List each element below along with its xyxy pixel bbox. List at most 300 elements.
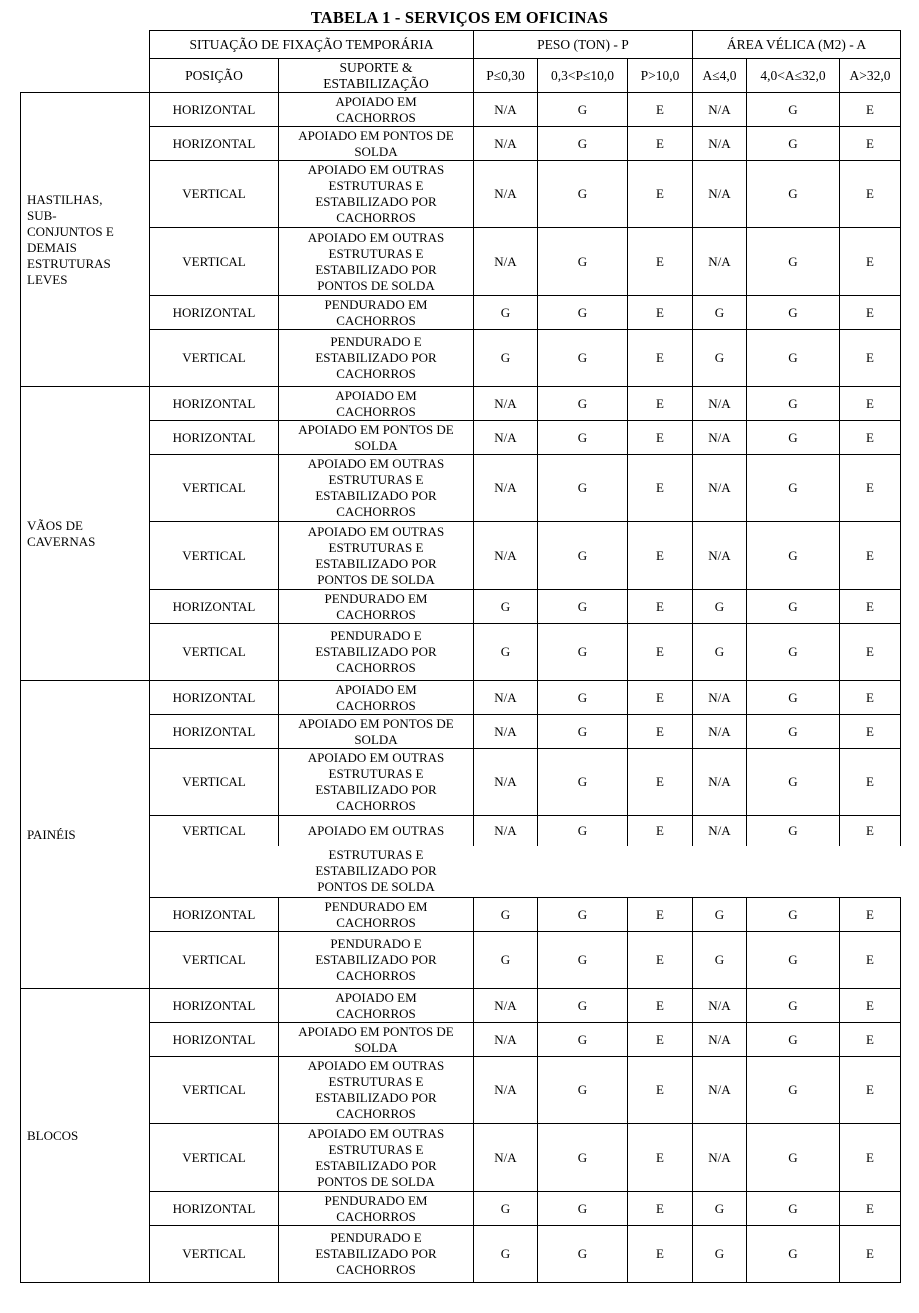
suporte-line: ESTABILIZADO POR (315, 782, 437, 797)
area-value-cell: G (747, 1124, 840, 1192)
area-value-cell: E (840, 421, 901, 455)
area-value-cell: E (840, 932, 901, 989)
area-value-cell: G (747, 898, 840, 932)
suporte-line: CACHORROS (336, 968, 416, 983)
area-value-cell: G (747, 296, 840, 330)
posicao-cell: VERTICAL (150, 1057, 279, 1124)
suporte-line: ESTRUTURAS E (328, 847, 424, 863)
group-label (21, 681, 150, 989)
table-row (21, 455, 901, 522)
area-value-cell: G (747, 1057, 840, 1124)
suporte-line: APOIADO EM OUTRAS (307, 456, 445, 471)
suporte-cell (279, 228, 474, 296)
suporte-cell (279, 932, 474, 989)
suporte-line: PONTOS DE SOLDA (317, 571, 435, 587)
suporte-line: PENDURADO E (330, 936, 422, 951)
suporte-cell (279, 421, 474, 455)
area-value-cell (747, 846, 840, 898)
table-row (21, 421, 901, 455)
peso-value-cell: G (538, 1023, 628, 1057)
suporte-line: APOIADO EM OUTRAS (307, 822, 445, 838)
posicao-cell: HORIZONTAL (150, 1023, 279, 1057)
area-value-cell: G (747, 387, 840, 421)
group-label-line: DEMAIS (27, 239, 77, 255)
area-value-cell: E (840, 1057, 901, 1124)
header-posicao: POSIÇÃO (150, 59, 279, 93)
peso-value-cell: N/A (474, 749, 538, 816)
suporte-cell (279, 1057, 474, 1124)
peso-value-cell: E (628, 1057, 693, 1124)
table-row (21, 932, 901, 989)
suporte-line: APOIADO EM (335, 387, 417, 403)
area-value-cell: G (747, 522, 840, 590)
peso-value-cell: E (628, 590, 693, 624)
peso-value-cell: G (538, 624, 628, 681)
peso-value-cell: N/A (474, 522, 538, 590)
group-label-line: HASTILHAS, (27, 191, 103, 207)
area-value-cell: N/A (693, 455, 747, 522)
header-peso: PESO (TON) - P (474, 31, 693, 59)
suporte-line: CACHORROS (336, 1208, 416, 1224)
area-value-cell: E (840, 330, 901, 387)
area-value-cell: G (693, 932, 747, 989)
peso-value-cell (628, 846, 693, 898)
area-value-cell: E (840, 455, 901, 522)
area-value-cell: G (747, 624, 840, 681)
area-value-cell: E (840, 749, 901, 816)
table-title: TABELA 1 - SERVIÇOS EM OFICINAS (310, 8, 609, 27)
area-value-cell: E (840, 624, 901, 681)
suporte-line: APOIADO EM PONTOS DE (298, 127, 454, 143)
peso-value-cell: G (538, 898, 628, 932)
peso-value-cell: G (474, 1226, 538, 1283)
table-row (21, 330, 901, 387)
area-value-cell: N/A (693, 989, 747, 1023)
peso-value-cell: G (538, 1192, 628, 1226)
area-value-cell (840, 846, 901, 898)
suporte-line: ESTABILIZADO POR (315, 1090, 437, 1105)
peso-value-cell: E (628, 624, 693, 681)
peso-value-cell: G (538, 816, 628, 846)
peso-value-cell (474, 846, 538, 898)
posicao-cell: HORIZONTAL (150, 1192, 279, 1226)
area-value-cell: E (840, 715, 901, 749)
peso-value-cell: G (474, 1192, 538, 1226)
area-value-cell: N/A (693, 715, 747, 749)
table-row (21, 522, 901, 590)
peso-value-cell: N/A (474, 989, 538, 1023)
peso-value-cell: E (628, 522, 693, 590)
area-value-cell: E (840, 816, 901, 846)
suporte-cell (279, 330, 474, 387)
suporte-cell (279, 93, 474, 127)
peso-value-cell: N/A (474, 1023, 538, 1057)
suporte-line: APOIADO EM OUTRAS (307, 229, 445, 245)
area-value-cell: N/A (693, 816, 747, 846)
suporte-line: PONTOS DE SOLDA (317, 1173, 435, 1189)
suporte-line: ESTRUTURAS E (328, 1141, 424, 1157)
peso-value-cell: G (474, 898, 538, 932)
peso-value-cell: N/A (474, 715, 538, 749)
group-label (21, 989, 150, 1283)
area-value-cell: G (747, 989, 840, 1023)
area-value-cell: E (840, 387, 901, 421)
peso-value-cell: N/A (474, 816, 538, 846)
peso-value-cell: G (538, 1057, 628, 1124)
table-row (21, 228, 901, 296)
table-row (21, 127, 901, 161)
area-value-cell: E (840, 93, 901, 127)
peso-value-cell: G (538, 590, 628, 624)
peso-value-cell: N/A (474, 455, 538, 522)
peso-value-cell: E (628, 455, 693, 522)
suporte-cell (279, 296, 474, 330)
area-value-cell: E (840, 161, 901, 228)
area-value-cell: N/A (693, 161, 747, 228)
header-peso-col: P≤0,30 (474, 59, 538, 93)
peso-value-cell: E (628, 898, 693, 932)
suporte-cell (279, 1226, 474, 1283)
peso-value-cell: E (628, 816, 693, 846)
table-row (21, 1057, 901, 1124)
header-area-col: A>32,0 (840, 59, 901, 93)
suporte-line: APOIADO EM (335, 989, 417, 1005)
suporte-cell (279, 898, 474, 932)
suporte-line: CACHORROS (336, 697, 416, 713)
peso-value-cell: G (538, 421, 628, 455)
suporte-line: ESTABILIZADO POR (315, 644, 437, 659)
area-value-cell: E (840, 681, 901, 715)
posicao-cell: VERTICAL (150, 161, 279, 228)
peso-value-cell: G (538, 330, 628, 387)
posicao-cell: HORIZONTAL (150, 127, 279, 161)
header-area: ÁREA VÉLICA (M2) - A (693, 31, 901, 59)
peso-value-cell: E (628, 1023, 693, 1057)
suporte-line: CACHORROS (336, 366, 416, 381)
peso-value-cell: G (538, 932, 628, 989)
table-row (21, 387, 901, 421)
suporte-cell (279, 1192, 474, 1226)
suporte-cell (279, 455, 474, 522)
posicao-cell: VERTICAL (150, 455, 279, 522)
area-value-cell: G (747, 93, 840, 127)
peso-value-cell: G (538, 161, 628, 228)
suporte-cell (279, 846, 474, 898)
header-area-col: A≤4,0 (693, 59, 747, 93)
peso-value-cell: G (538, 522, 628, 590)
posicao-cell: VERTICAL (150, 749, 279, 816)
peso-value-cell: E (628, 93, 693, 127)
header-peso-col: P>10,0 (628, 59, 693, 93)
header-row-sub (21, 59, 901, 93)
peso-value-cell: G (474, 590, 538, 624)
table-row (21, 715, 901, 749)
area-value-cell: G (693, 624, 747, 681)
area-value-cell: G (747, 1226, 840, 1283)
suporte-cell (279, 624, 474, 681)
peso-value-cell: N/A (474, 228, 538, 296)
table-row (21, 1023, 901, 1057)
area-value-cell: G (693, 330, 747, 387)
header-suporte-line: ESTABILIZAÇÃO (323, 75, 429, 91)
posicao-cell: VERTICAL (150, 330, 279, 387)
suporte-cell (279, 161, 474, 228)
suporte-line: ESTABILIZADO POR (315, 863, 437, 879)
area-value-cell: N/A (693, 387, 747, 421)
table-row (21, 681, 901, 715)
suporte-line: ESTABILIZADO POR (315, 952, 437, 967)
area-value-cell: G (747, 715, 840, 749)
area-value-cell: N/A (693, 421, 747, 455)
header-peso-col: 0,3<P≤10,0 (538, 59, 628, 93)
suporte-line: ESTABILIZADO POR (315, 1157, 437, 1173)
suporte-line: ESTABILIZADO POR (315, 350, 437, 365)
posicao-cell (150, 846, 279, 898)
peso-value-cell: G (538, 681, 628, 715)
suporte-line: APOIADO EM (335, 93, 417, 109)
peso-value-cell: E (628, 932, 693, 989)
suporte-line: PENDURADO EM (324, 1192, 428, 1208)
table-row (21, 1192, 901, 1226)
suporte-line: APOIADO EM OUTRAS (307, 1058, 445, 1073)
suporte-cell (279, 749, 474, 816)
header-blank-cell (21, 31, 150, 59)
suporte-line: CACHORROS (336, 109, 416, 125)
suporte-line: CACHORROS (336, 1005, 416, 1021)
group-label-line: CONJUNTOS E (27, 223, 114, 239)
peso-value-cell: E (628, 1124, 693, 1192)
area-value-cell: E (840, 296, 901, 330)
area-value-cell: N/A (693, 127, 747, 161)
group-label-line: LEVES (27, 271, 68, 287)
area-value-cell: G (693, 296, 747, 330)
peso-value-cell: N/A (474, 1057, 538, 1124)
suporte-line: APOIADO EM OUTRAS (307, 750, 445, 765)
peso-value-cell: G (538, 1124, 628, 1192)
table-row (21, 846, 901, 898)
area-value-cell: E (840, 590, 901, 624)
suporte-line: ESTRUTURAS E (328, 766, 424, 781)
suporte-line: CACHORROS (336, 403, 416, 419)
table-row (21, 161, 901, 228)
area-value-cell: E (840, 1023, 901, 1057)
suporte-cell (279, 989, 474, 1023)
area-value-cell: E (840, 898, 901, 932)
peso-value-cell: G (538, 715, 628, 749)
peso-value-cell: E (628, 1226, 693, 1283)
peso-value-cell: N/A (474, 681, 538, 715)
suporte-line: ESTABILIZADO POR (315, 194, 437, 209)
posicao-cell: VERTICAL (150, 1226, 279, 1283)
peso-value-cell: G (538, 387, 628, 421)
peso-value-cell: E (628, 989, 693, 1023)
suporte-line: SOLDA (354, 437, 398, 453)
group-label (21, 387, 150, 681)
suporte-line: PENDURADO E (330, 628, 422, 643)
posicao-cell: VERTICAL (150, 624, 279, 681)
suporte-cell (279, 1023, 474, 1057)
peso-value-cell: N/A (474, 127, 538, 161)
suporte-line: ESTRUTURAS E (328, 539, 424, 555)
peso-value-cell: G (474, 932, 538, 989)
posicao-cell: VERTICAL (150, 932, 279, 989)
posicao-cell: HORIZONTAL (150, 590, 279, 624)
suporte-line: CACHORROS (336, 606, 416, 622)
suporte-line: PENDURADO E (330, 1230, 422, 1245)
area-value-cell: G (747, 228, 840, 296)
suporte-line: CACHORROS (336, 312, 416, 328)
posicao-cell: VERTICAL (150, 816, 279, 846)
peso-value-cell: E (628, 330, 693, 387)
table-row (21, 1226, 901, 1283)
peso-value-cell: G (474, 330, 538, 387)
peso-value-cell: G (538, 127, 628, 161)
suporte-line: PENDURADO EM (324, 296, 428, 312)
area-value-cell: N/A (693, 93, 747, 127)
suporte-line: APOIADO EM PONTOS DE (298, 1023, 454, 1039)
area-value-cell: G (747, 161, 840, 228)
suporte-line: SOLDA (354, 143, 398, 159)
area-value-cell: G (747, 932, 840, 989)
suporte-line: ESTRUTURAS E (328, 178, 424, 193)
suporte-line: CACHORROS (336, 210, 416, 225)
table-row (21, 989, 901, 1023)
area-value-cell: G (693, 590, 747, 624)
header-area-col: 4,0<A≤32,0 (747, 59, 840, 93)
posicao-cell: VERTICAL (150, 1124, 279, 1192)
area-value-cell: E (840, 1226, 901, 1283)
peso-value-cell: G (474, 296, 538, 330)
suporte-cell (279, 590, 474, 624)
posicao-cell: VERTICAL (150, 522, 279, 590)
table-row (21, 590, 901, 624)
peso-value-cell: E (628, 681, 693, 715)
area-value-cell: G (693, 898, 747, 932)
peso-value-cell: N/A (474, 93, 538, 127)
peso-value-cell: N/A (474, 387, 538, 421)
header-suporte-line: SUPORTE & (339, 59, 413, 75)
posicao-cell: HORIZONTAL (150, 989, 279, 1023)
suporte-line: CACHORROS (336, 1106, 416, 1121)
suporte-line: PENDURADO E (330, 334, 422, 349)
suporte-line: APOIADO EM PONTOS DE (298, 715, 454, 731)
suporte-line: CACHORROS (336, 504, 416, 519)
table-row (21, 1124, 901, 1192)
peso-value-cell: G (538, 989, 628, 1023)
table-row (21, 296, 901, 330)
suporte-line: SOLDA (354, 1039, 398, 1055)
peso-value-cell: E (628, 715, 693, 749)
suporte-line: PENDURADO EM (324, 898, 428, 914)
suporte-cell (279, 681, 474, 715)
peso-value-cell: E (628, 749, 693, 816)
suporte-cell (279, 522, 474, 590)
suporte-line: ESTRUTURAS E (328, 472, 424, 487)
suporte-line: APOIADO EM OUTRAS (307, 523, 445, 539)
area-value-cell: E (840, 1124, 901, 1192)
area-value-cell: N/A (693, 749, 747, 816)
suporte-cell (279, 387, 474, 421)
area-value-cell: G (747, 421, 840, 455)
area-value-cell: G (747, 455, 840, 522)
posicao-cell: HORIZONTAL (150, 898, 279, 932)
area-value-cell: G (693, 1192, 747, 1226)
group-label-line: PAINÉIS (27, 826, 76, 842)
peso-value-cell: E (628, 296, 693, 330)
peso-value-cell (538, 846, 628, 898)
suporte-line: CACHORROS (336, 798, 416, 813)
suporte-line: ESTABILIZADO POR (315, 488, 437, 503)
group-label-line: BLOCOS (27, 1127, 79, 1143)
peso-value-cell: G (538, 93, 628, 127)
peso-value-cell: N/A (474, 161, 538, 228)
area-value-cell: G (747, 816, 840, 846)
suporte-line: PENDURADO EM (324, 590, 428, 606)
suporte-line: APOIADO EM (335, 681, 417, 697)
suporte-line: APOIADO EM OUTRAS (307, 1125, 445, 1141)
peso-value-cell: E (628, 127, 693, 161)
area-value-cell: G (747, 590, 840, 624)
posicao-cell: HORIZONTAL (150, 296, 279, 330)
table-row (21, 749, 901, 816)
suporte-cell (279, 1124, 474, 1192)
peso-value-cell: G (538, 455, 628, 522)
suporte-cell (279, 127, 474, 161)
area-value-cell: G (747, 330, 840, 387)
peso-value-cell: N/A (474, 421, 538, 455)
posicao-cell: HORIZONTAL (150, 715, 279, 749)
services-table (20, 30, 901, 1283)
peso-value-cell: G (538, 749, 628, 816)
area-value-cell (693, 846, 747, 898)
suporte-cell (279, 816, 474, 846)
group-label-line: VÃOS DE (27, 517, 83, 533)
area-value-cell: N/A (693, 522, 747, 590)
suporte-line: ESTRUTURAS E (328, 1074, 424, 1089)
area-value-cell: E (840, 1192, 901, 1226)
table-row (21, 624, 901, 681)
header-row-top (21, 31, 901, 59)
suporte-line: APOIADO EM OUTRAS (307, 162, 445, 177)
peso-value-cell: N/A (474, 1124, 538, 1192)
suporte-line: CACHORROS (336, 914, 416, 930)
area-value-cell: N/A (693, 1057, 747, 1124)
peso-value-cell: G (538, 228, 628, 296)
group-label (21, 93, 150, 387)
posicao-cell: HORIZONTAL (150, 421, 279, 455)
suporte-line: CACHORROS (336, 1262, 416, 1277)
area-value-cell: N/A (693, 681, 747, 715)
table-row (21, 816, 901, 846)
suporte-line: ESTABILIZADO POR (315, 1246, 437, 1261)
suporte-line: SOLDA (354, 731, 398, 747)
area-value-cell: G (747, 127, 840, 161)
area-value-cell: E (840, 989, 901, 1023)
peso-value-cell: E (628, 387, 693, 421)
suporte-cell (279, 715, 474, 749)
peso-value-cell: E (628, 1192, 693, 1226)
area-value-cell: N/A (693, 1023, 747, 1057)
header-situacao: SITUAÇÃO DE FIXAÇÃO TEMPORÁRIA (150, 31, 474, 59)
peso-value-cell: G (538, 296, 628, 330)
posicao-cell: HORIZONTAL (150, 93, 279, 127)
peso-value-cell: E (628, 228, 693, 296)
suporte-line: ESTABILIZADO POR (315, 261, 437, 277)
area-value-cell: G (747, 1192, 840, 1226)
header-blank-cell (21, 59, 150, 93)
area-value-cell: N/A (693, 1124, 747, 1192)
area-value-cell: G (693, 1226, 747, 1283)
